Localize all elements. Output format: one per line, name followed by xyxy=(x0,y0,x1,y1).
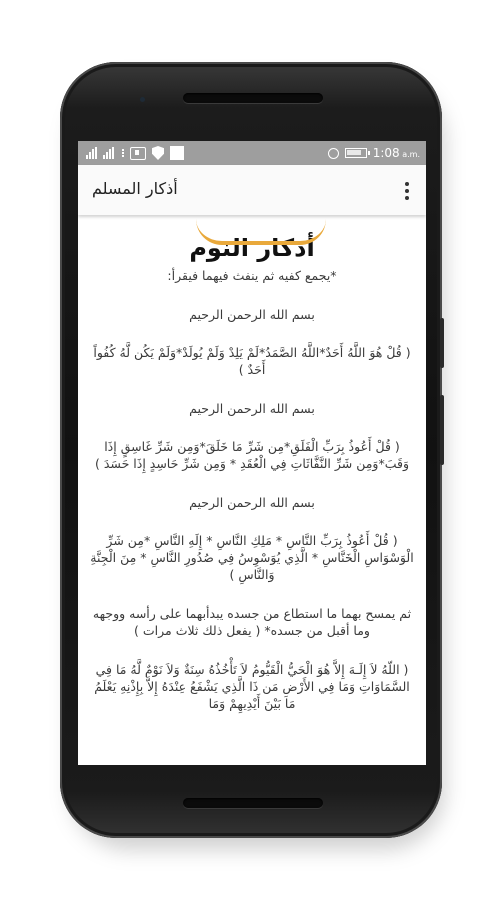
status-time-ampm: a.m. xyxy=(402,150,420,159)
basmala-text: بسم الله الرحمن الرحيم xyxy=(189,495,315,510)
azkar-content xyxy=(78,233,426,712)
status-left-icons xyxy=(86,146,184,160)
shield-icon xyxy=(152,146,164,160)
alarm-icon xyxy=(328,148,339,159)
page-heading: أذكار النوم xyxy=(189,234,315,262)
instruction-note: *يجمع كفيه ثم ينفث فيهما فيقرأ: xyxy=(167,268,337,283)
surah-nas-text: ( قُلْ أَعُوذُ بِرَبِّ النَّاسِ * مَلِكِ النَّاسِ * إِلَهِ النَّاسِ *مِن شَرِّ الْوَسْوَاسِ الْخَنَّاسِ * الَّذِي يُوَسْوِسُ فِي صُدُورِ النَّاسِ * مِنَ الْجِنَّةِ وَالنَّاسِ ) xyxy=(90,533,414,582)
status-bar xyxy=(78,141,426,165)
status-right-icons xyxy=(328,146,420,160)
basmala-text: بسم الله الرحمن الرحيم xyxy=(189,307,315,322)
wipe-instruction-text: ثم يمسح بهما ما استطاع من جسده يبدأبهما على رأسه ووجهه وما أقبل من جسده* ( يفعل ذلك ثلاث مرات ) xyxy=(92,606,412,638)
overflow-menu-icon[interactable] xyxy=(404,182,410,200)
battery-icon xyxy=(345,148,367,158)
power-button xyxy=(440,395,444,465)
surah-ikhlas-text: ( قُلْ هُوَ اللَّهُ أَحَدٌ*اللَّهُ الصَّمَدُ*لَمْ يَلِدْ وَلَمْ يُولَدْ*وَلَمْ يَكُن لَّهُ كُفُواً أَحَدٌ ) xyxy=(93,345,411,377)
app-bar xyxy=(78,165,426,215)
app-title: أذكار المسلم xyxy=(92,179,178,198)
signal-icon xyxy=(86,147,97,159)
earpiece-speaker xyxy=(183,93,323,103)
gallery-notification-icon xyxy=(130,147,146,160)
more-notifications-icon xyxy=(122,149,124,157)
surah-falaq-text: ( قُلْ أَعُوذُ بِرَبِّ الْفَلَقِ*مِن شَرِّ مَا خَلَقَ*وَمِن شَرِّ غَاسِقٍ إِذَا وَقَبَ*وَمِن شَرِّ النَّفَّاثَاتِ فِي الْعُقَدِ * وَمِن شَرِّ حَاسِدٍ إِذَا حَسَدَ ) xyxy=(95,439,409,471)
bottom-speaker xyxy=(183,798,323,808)
signal-icon xyxy=(103,147,114,159)
front-camera xyxy=(140,97,145,102)
volume-button xyxy=(440,318,444,368)
decorative-ornament xyxy=(196,219,326,245)
notification-square-icon xyxy=(170,146,184,160)
phone-screen xyxy=(78,141,426,765)
basmala-text: بسم الله الرحمن الرحيم xyxy=(189,401,315,416)
status-time-value: 1:08 xyxy=(372,146,400,160)
ayat-kursi-text: ( اللّهُ لاَ إِلَـهَ إِلاَّ هُوَ الْحَيُّ الْقَيُّومُ لاَ تَأْخُذُهُ سِنَةٌ وَلاَ نَوْمٌ لَّهُ مَا فِي السَّمَاوَاتِ وَمَا فِي الأَرْضِ مَن ذَا الَّذِي يَشْفَعُ عِنْدَهُ إِلاَّ بِإِذْنِهِ يَعْلَمُ مَا بَيْنَ أَيْدِيهِمْ وَمَا xyxy=(94,662,410,711)
status-time xyxy=(373,146,420,160)
